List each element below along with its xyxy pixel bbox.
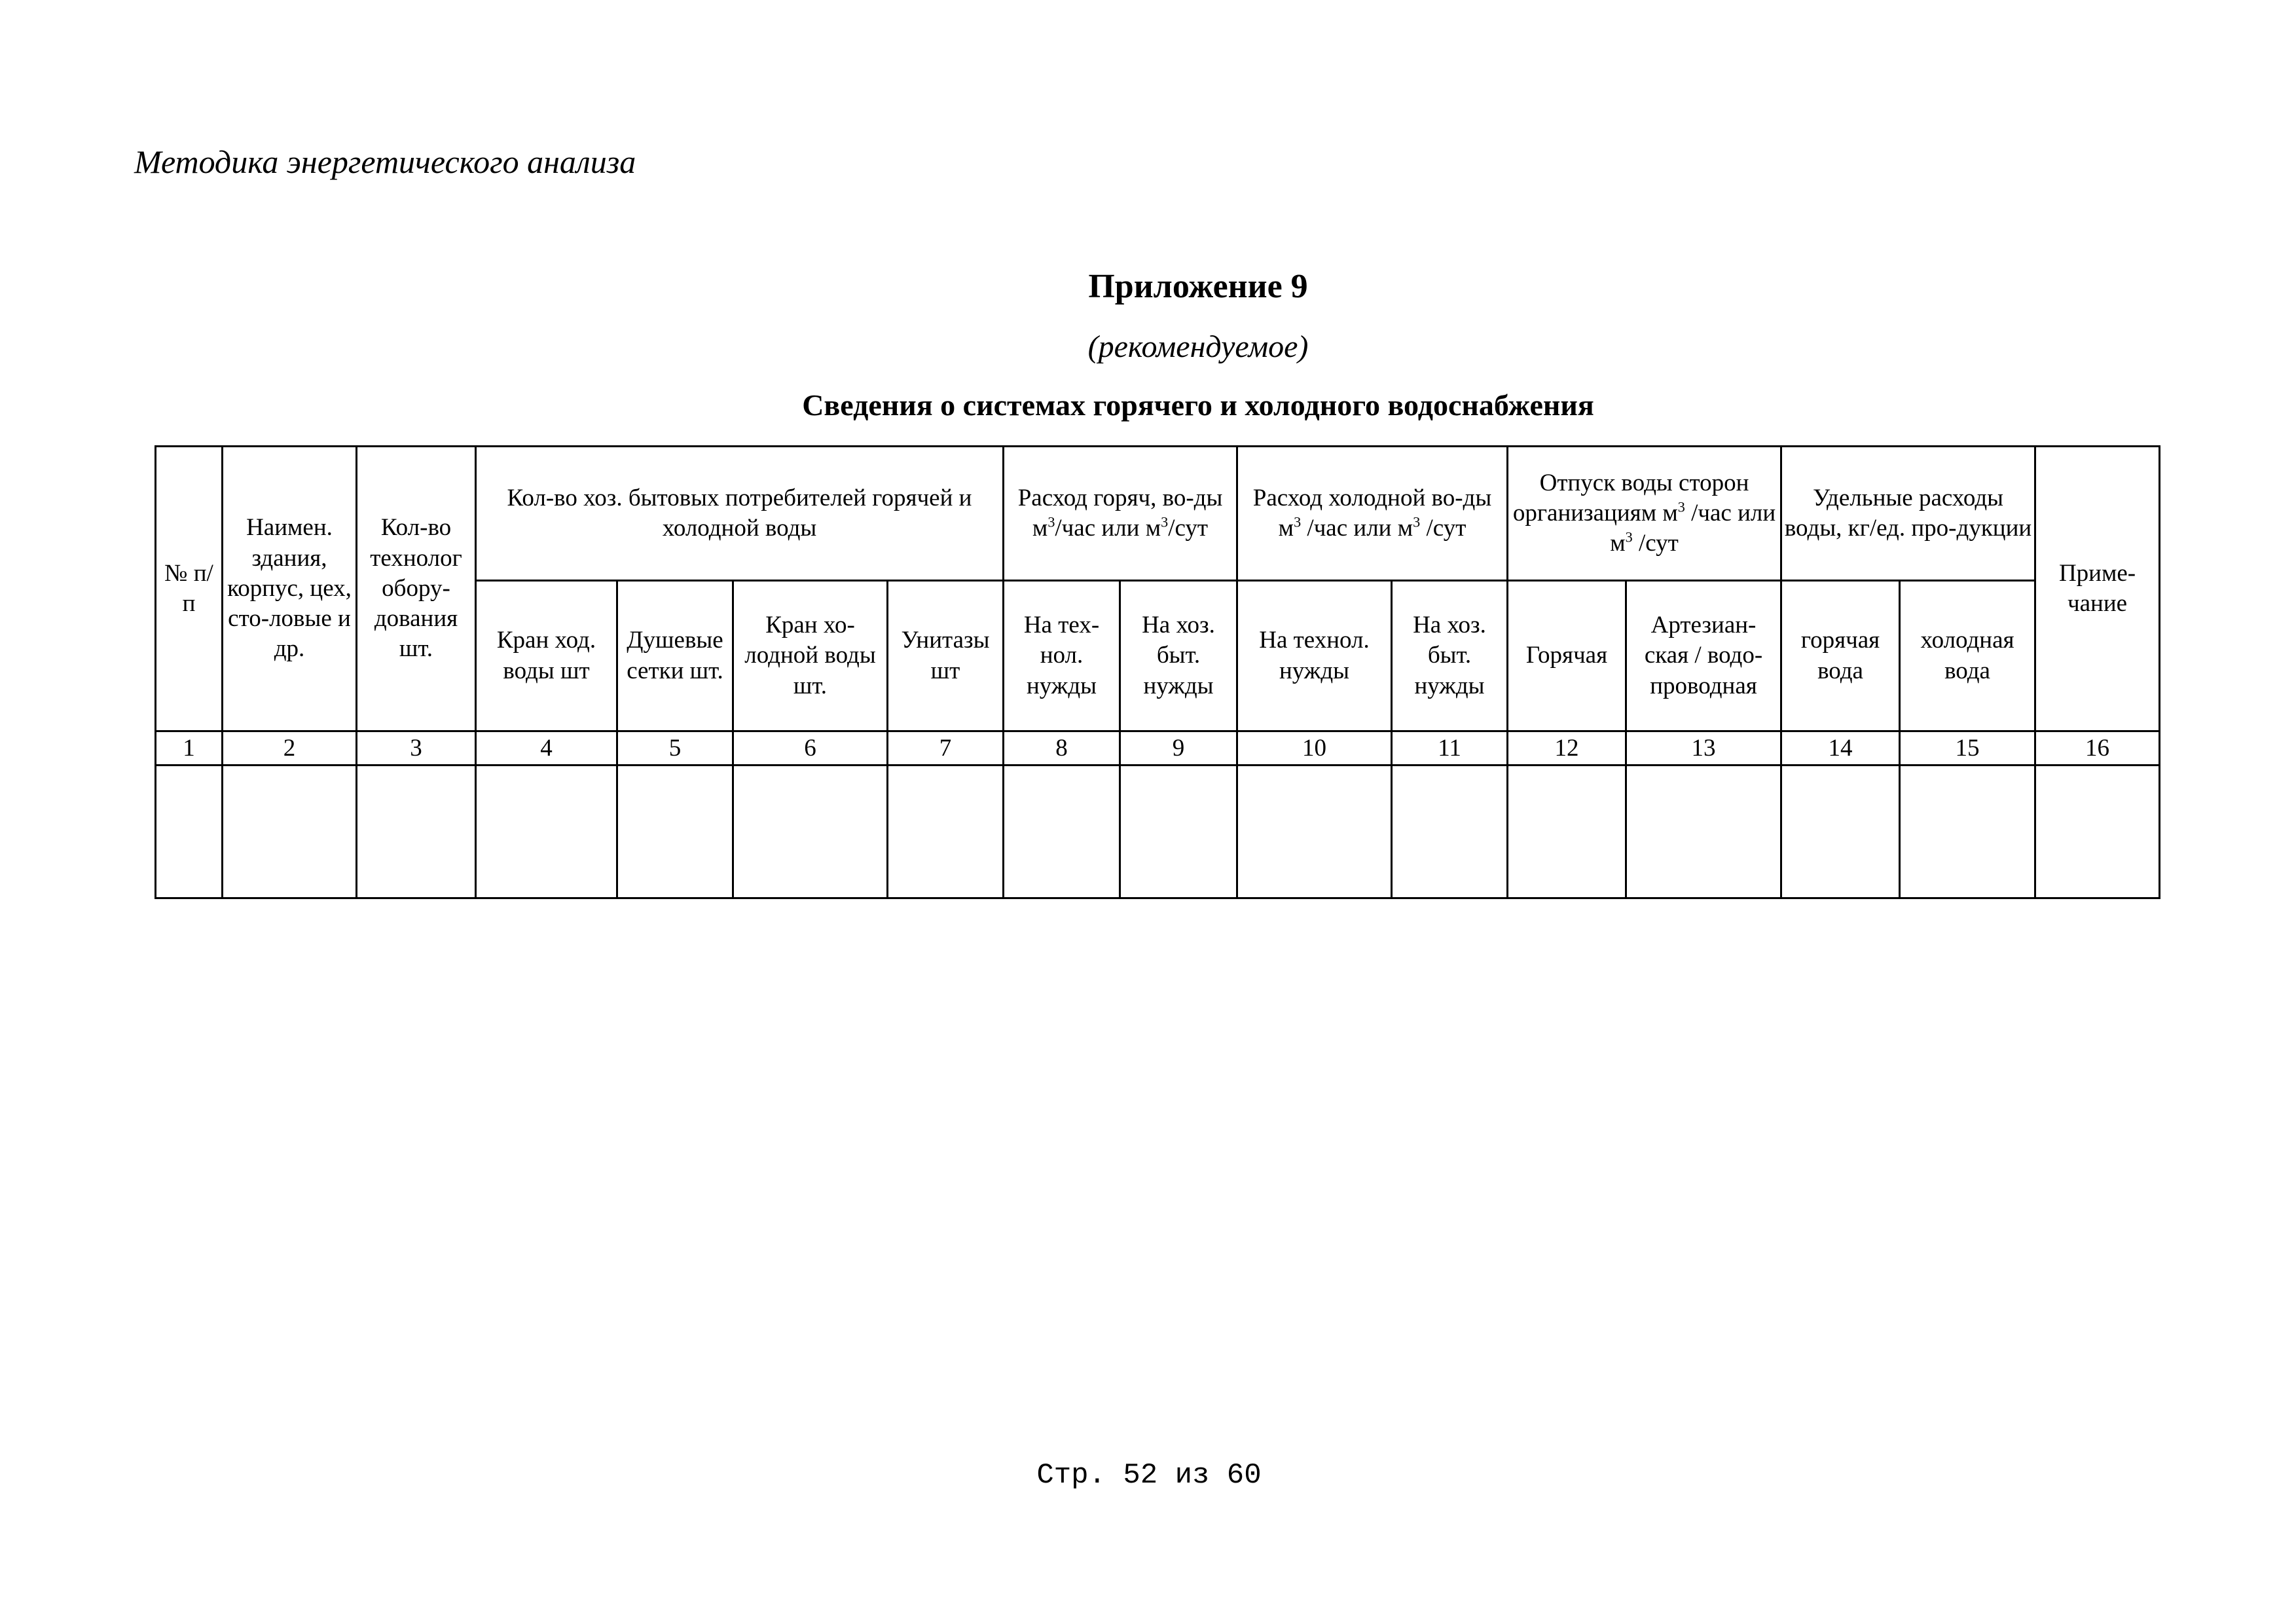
header-cold-tap: Кран хо-лодной воды шт.: [733, 581, 888, 731]
header-cold-tech-needs: На технол. нужды: [1237, 581, 1392, 731]
column-number: 5: [617, 731, 733, 766]
column-number: 11: [1392, 731, 1508, 766]
column-number: 15: [1900, 731, 2035, 766]
header-equipment-count: Кол-во технолог обору-дования шт.: [357, 447, 476, 731]
header-note: Приме-чание: [2035, 447, 2160, 731]
column-number: 3: [357, 731, 476, 766]
table-cell: [2035, 766, 2160, 898]
table-cell: [888, 766, 1004, 898]
header-building-name: Наимен. здания, корпус, цех, сто-ловые и др.: [223, 447, 357, 731]
table-cell: [1004, 766, 1120, 898]
table-cell: [1781, 766, 1900, 898]
column-number: 8: [1004, 731, 1120, 766]
column-number: 6: [733, 731, 888, 766]
water-supply-table: [155, 445, 2160, 899]
header-supply-artesian: Артезиан-ская / водо-проводная: [1626, 581, 1781, 731]
header-specific-hot: горячая вода: [1781, 581, 1900, 731]
appendix-title: Приложение 9: [1088, 268, 1308, 305]
header-group-cold-water-flow: Расход холодной во-ды $м^3$ /час или $м^3$ /сут: [1237, 447, 1508, 581]
column-number-row: [156, 731, 2160, 766]
table-title: Сведения о системах горячего и холодного водоснабжения: [802, 388, 1594, 422]
table-cell: [1237, 766, 1392, 898]
column-number: 13: [1626, 731, 1781, 766]
table-cell: [1392, 766, 1508, 898]
table-cell: [357, 766, 476, 898]
header-group-hot-water-flow: Расход горяч, во-ды $м^3$/час или $м^3$/сут: [1004, 447, 1237, 581]
column-number: 10: [1237, 731, 1392, 766]
header-group-consumers: Кол-во хоз. бытовых потребителей горячей и холодной воды: [476, 447, 1004, 581]
header-specific-cold: холодная вода: [1900, 581, 2035, 731]
table-cell: [1508, 766, 1626, 898]
column-number: 1: [156, 731, 223, 766]
table-row: [156, 766, 2160, 898]
column-number: 9: [1120, 731, 1237, 766]
header-cold-household-needs: На хоз. быт. нужды: [1392, 581, 1508, 731]
header-hot-tap: Кран ход. воды шт: [476, 581, 617, 731]
header-hot-tech-needs: На тех-нол. нужды: [1004, 581, 1120, 731]
column-number: 4: [476, 731, 617, 766]
column-number: 2: [223, 731, 357, 766]
table-cell: [1900, 766, 2035, 898]
table-cell: [223, 766, 357, 898]
header-supply-hot: Горячая: [1508, 581, 1626, 731]
header-toilets: Унитазы шт: [888, 581, 1004, 731]
appendix-subtitle: (рекомендуемое): [1087, 329, 1309, 364]
column-number: 14: [1781, 731, 1900, 766]
table-cell: [733, 766, 888, 898]
header-hot-household-needs: На хоз. быт. нужды: [1120, 581, 1237, 731]
table-cell: [1626, 766, 1781, 898]
header-shower: Душевые сетки шт.: [617, 581, 733, 731]
table-cell: [617, 766, 733, 898]
table-cell: [476, 766, 617, 898]
column-number: 12: [1508, 731, 1626, 766]
table-cell: [1120, 766, 1237, 898]
header-group-water-supply: Отпуск воды сторон организациям $м^3$ /час или $м^3$ /сут: [1508, 447, 1781, 581]
column-number: 16: [2035, 731, 2160, 766]
header-row-number: № п/п: [156, 447, 223, 731]
header-group-specific-consumption: Удельные расходы воды, кг/ед. про-дукции: [1781, 447, 2035, 581]
column-number: 7: [888, 731, 1004, 766]
page-number: Стр. 52 из 60: [1036, 1459, 1262, 1492]
running-header: Методика энергетического анализа: [134, 143, 636, 180]
table-cell: [156, 766, 223, 898]
